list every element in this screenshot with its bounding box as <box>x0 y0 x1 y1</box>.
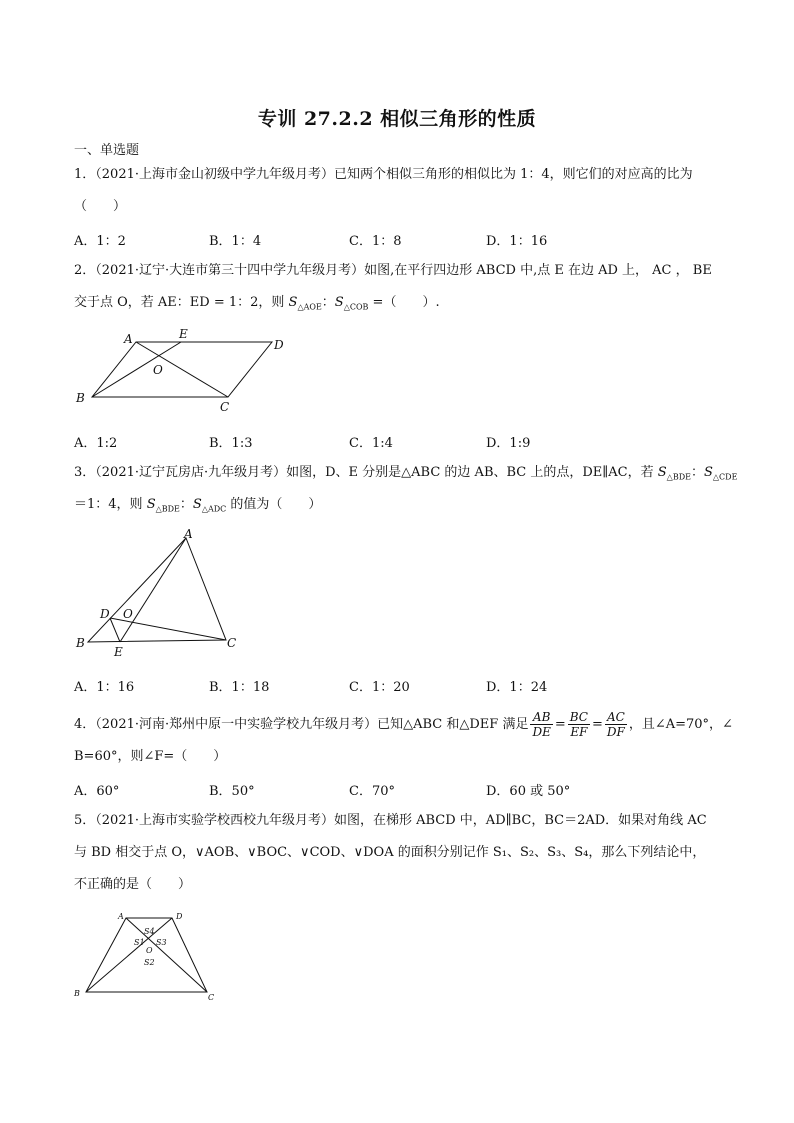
q5-label-s1: S1 <box>134 938 145 947</box>
q4-fraction-ac-df: $\frac{AC}{DF}$ <box>606 710 625 739</box>
q5-label-o: O <box>146 946 153 955</box>
q1-option-d[interactable]: D．1：16 <box>486 234 548 249</box>
q4-option-c[interactable]: C．70° <box>349 784 395 799</box>
q3-label-d: D <box>100 607 110 621</box>
q2-label-d: D <box>274 338 284 352</box>
q2-parallelogram-diagram <box>74 322 294 414</box>
q5-text-line3: 不正确的是（ ） <box>74 877 192 892</box>
q3-label-o: O <box>123 607 133 621</box>
q5-text-line2: 与 BD 相交于点 O，∨AOB、∨BOC、∨COD、∨DOA 的面积分别记作 S₁、S₂、S₃、S₄，那么下列结论中， <box>74 845 706 860</box>
q1-text-line2: （ ） <box>74 199 127 214</box>
q5-label-s2: S2 <box>144 958 155 967</box>
q3-option-a[interactable]: A．1：16 <box>74 680 135 695</box>
q1-option-c[interactable]: C．1：8 <box>349 234 402 249</box>
q1-option-a[interactable]: A．1：2 <box>74 234 126 249</box>
q4-text-line2: B=60°，则∠F=（ ） <box>74 749 227 764</box>
page-title: 专训 27.2.2 相似三角形的性质 <box>257 108 537 130</box>
q2-label-a: A <box>124 332 133 346</box>
q3-label-a: A <box>184 527 193 541</box>
q2-option-d[interactable]: D．1:9 <box>486 436 531 451</box>
q5-label-c: C <box>208 993 215 1002</box>
q3-option-c[interactable]: C．1：20 <box>349 680 410 695</box>
q2-text-line1: 2．（2021·辽宁·大连市第三十四中学九年级月考）如图,在平行四边形 ABCD 中,点 E 在边 AD 上， AC ， BE <box>74 263 712 278</box>
q5-label-s3: S3 <box>156 938 167 947</box>
section-heading: 一、单选题 <box>74 143 140 158</box>
q3-text-line2: ＝1：4，则 $S_{\triangle BDE}$：$S_{\triangle ADC}$ 的值为（ ） <box>74 497 322 514</box>
q5-label-s4: S4 <box>144 927 155 936</box>
q2-label-b: B <box>76 391 85 405</box>
q2-text-line2: 交于点 O，若 AE：ED = 1：2，则 $S_{\triangle AOE}$：$S_{\triangle COB}$ =（ ）. <box>74 295 440 312</box>
q4-fraction-bc-ef: $\frac{BC}{EF}$ <box>569 710 588 739</box>
q3-option-b[interactable]: B．1：18 <box>209 680 270 695</box>
q2-label-o: O <box>153 363 163 377</box>
q4-option-b[interactable]: B．50° <box>209 784 255 799</box>
q1-text-line1: 1．（2021·上海市金山初级中学九年级月考）已知两个相似三角形的相似比为 1：4，则它们的对应高的比为 <box>74 167 693 182</box>
q2-option-c[interactable]: C．1:4 <box>349 436 393 451</box>
q5-trapezoid-diagram <box>68 908 228 1004</box>
q4-fraction-ab-de: $\frac{AB}{DE}$ <box>532 710 551 739</box>
q3-label-b: B <box>76 636 85 650</box>
q3-triangle-diagram <box>70 526 250 660</box>
q3-text-line1: 3．（2021·辽宁瓦房店·九年级月考）如图，D、E 分别是△ABC 的边 AB、BC 上的点，DE∥AC，若 $S_{\triangle BDE}$：$S_{\triangle CDE}$ <box>74 465 738 482</box>
q2-option-a[interactable]: A．1:2 <box>74 436 118 451</box>
q2-option-b[interactable]: B．1:3 <box>209 436 253 451</box>
q1-option-b[interactable]: B．1：4 <box>209 234 262 249</box>
q5-label-a: A <box>118 912 124 921</box>
q4-option-d[interactable]: D．60 或 50° <box>486 784 571 799</box>
q3-label-e: E <box>114 645 123 659</box>
q4-text-line1: 4．（2021·河南·郑州中原一中实验学校九年级月考）已知△ABC 和△DEF 满足 $\frac{AB}{DE}$ = $\frac{BC}{EF}$ = $\frac{AC}{DF}$ ，且∠A=70°，∠ <box>74 710 733 739</box>
q3-option-d[interactable]: D．1：24 <box>486 680 548 695</box>
q5-text-line1: 5．（2021·上海市实验学校西校九年级月考）如图，在梯形 ABCD 中，AD∥BC，BC＝2AD．如果对角线 AC <box>74 813 707 828</box>
q3-label-c: C <box>227 636 237 650</box>
q5-label-b: B <box>74 989 80 998</box>
q4-option-a[interactable]: A．60° <box>74 784 120 799</box>
q2-label-e: E <box>179 327 188 341</box>
q2-label-c: C <box>220 400 230 414</box>
q5-label-d: D <box>176 912 183 921</box>
